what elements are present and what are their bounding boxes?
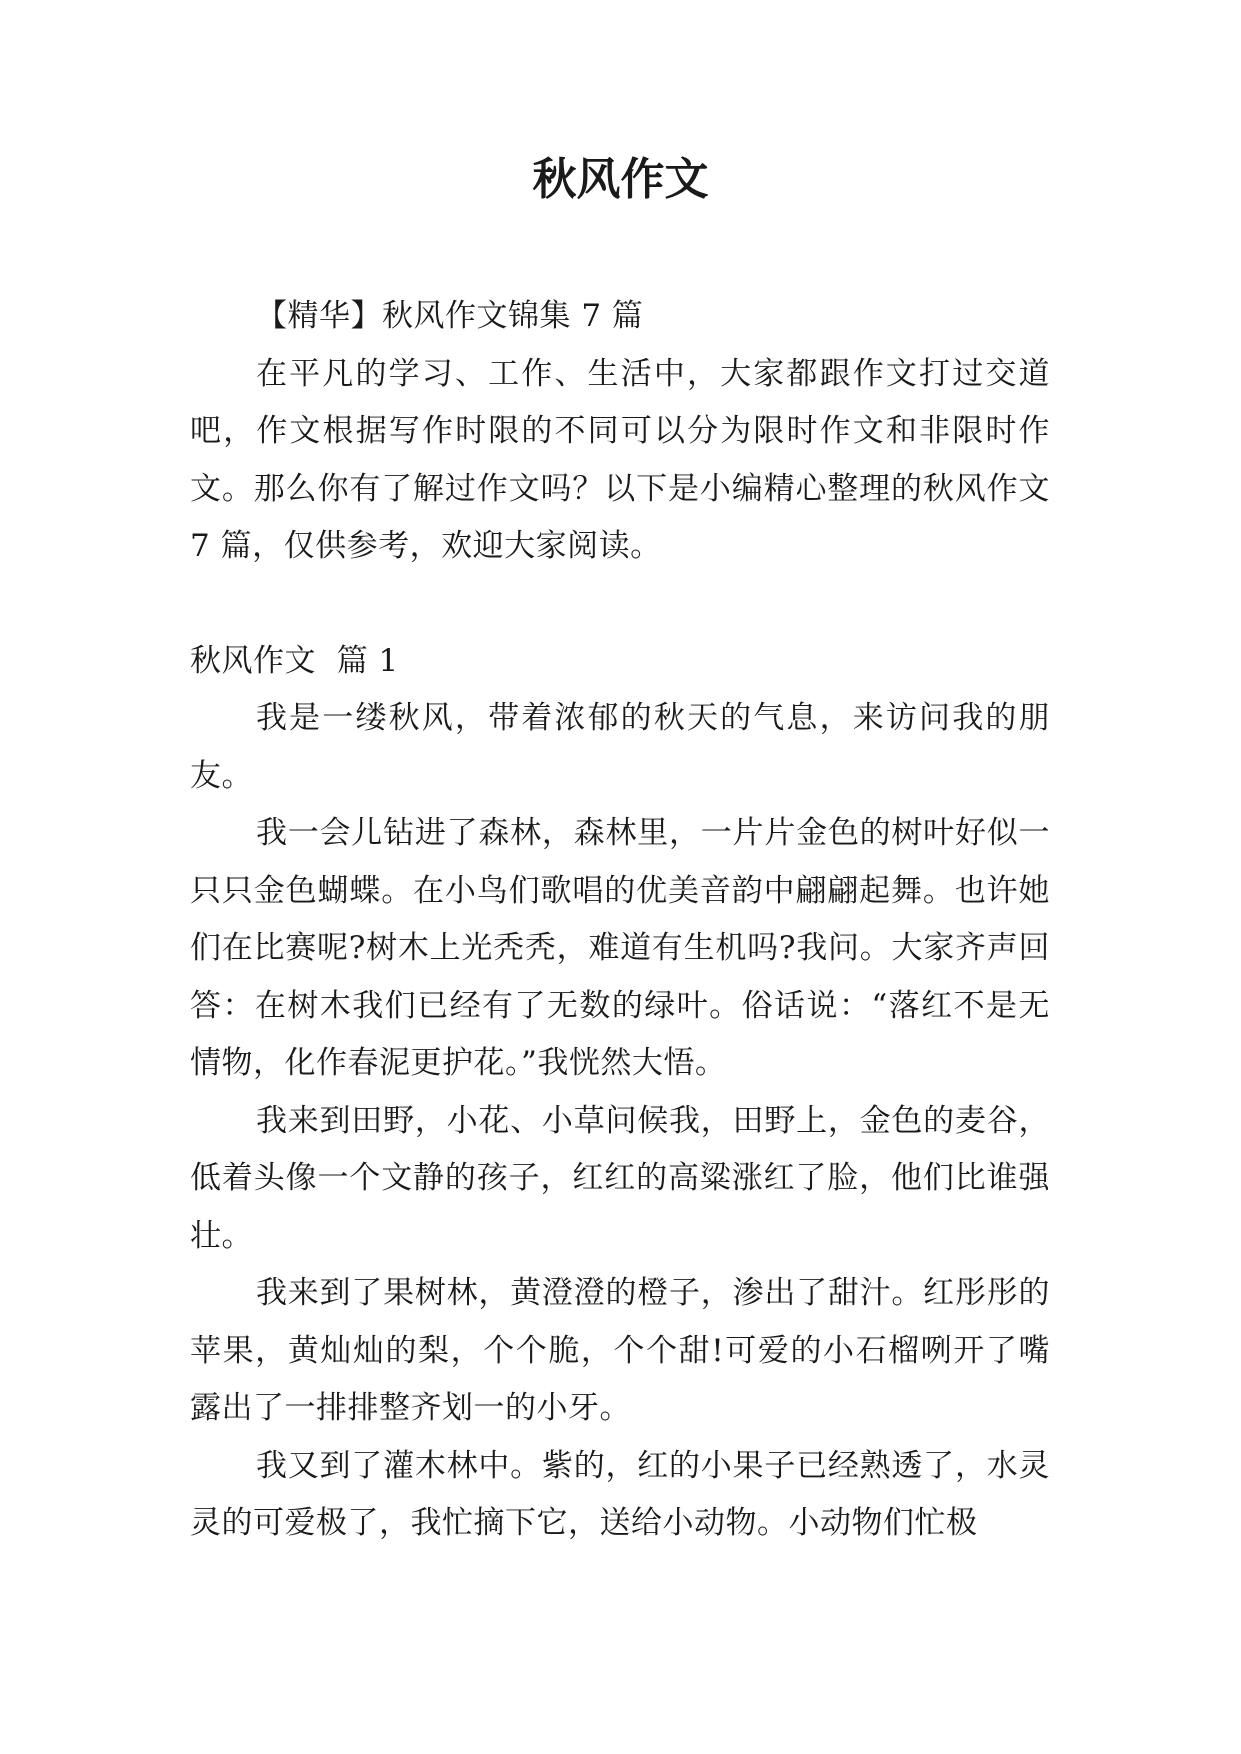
paragraph: 我来到了果树林，黄澄澄的橙子，渗出了甜汁。红彤彤的苹果，黄灿灿的梨，个个脆，个个甜!可爱的小石榴咧开了嘴露出了一排排整齐划一的小牙。 bbox=[190, 1275, 1050, 1426]
section-heading: 秋风作文 篇 1 bbox=[190, 642, 399, 679]
section-spacer bbox=[190, 576, 1050, 633]
subtitle: 【精华】秋风作文锦集 7 篇 bbox=[256, 298, 644, 334]
document-body bbox=[190, 288, 1050, 1553]
paragraph: 我一会儿钻进了森林，森林里，一片片金色的树叶好似一只只金色蝴蝶。在小鸟们歌唱的优美音韵中翩翩起舞。也许她们在比赛呢?树木上光秃秃，难道有生机吗?我问。大家齐声回答：在树木我们已经有了无数的绿叶。俗话说：“落红不是无情物，化作春泥更护花。”我恍然大悟。 bbox=[190, 815, 1050, 1081]
intro-paragraph: 在平凡的学习、工作、生活中，大家都跟作文打过交道吧，作文根据写作时限的不同可以分为限时作文和非限时作文。那么你有了解过作文吗？以下是小编精心整理的秋风作文 7 篇，仅供参考，欢迎大家阅读。 bbox=[190, 355, 1050, 564]
paragraph: 我来到田野，小花、小草问候我，田野上，金色的麦谷，低着头像一个文静的孩子，红红的高粱涨红了脸，他们比谁强壮。 bbox=[190, 1102, 1050, 1254]
paragraph: 我又到了灌木林中。紫的，红的小果子已经熟透了，水灵灵的可爱极了，我忙摘下它，送给小动物。小动物们忙极 bbox=[190, 1447, 1050, 1541]
paragraph: 我是一缕秋风，带着浓郁的秋天的气息，来访问我的朋友。 bbox=[190, 700, 1050, 794]
document-title: 秋风作文 bbox=[532, 154, 709, 205]
